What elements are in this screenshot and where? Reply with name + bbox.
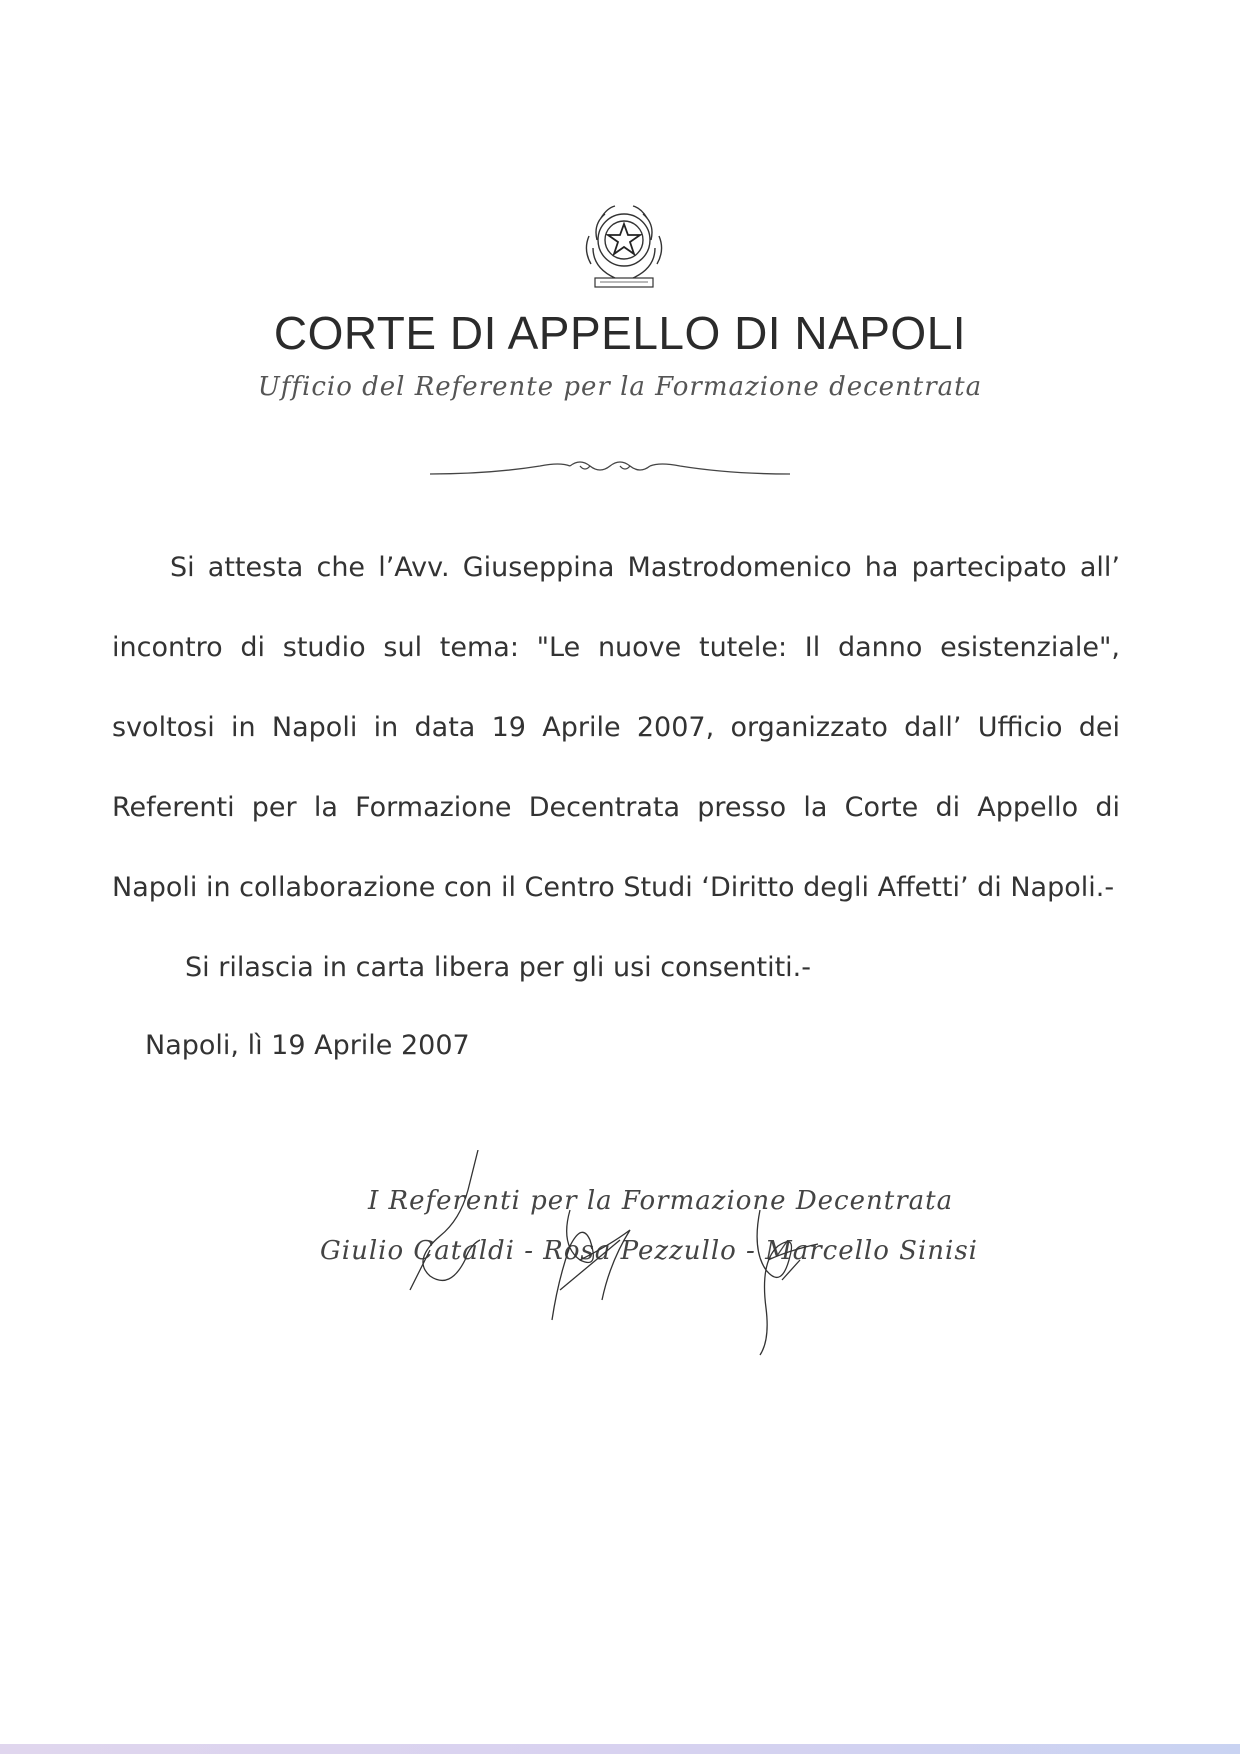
handwritten-signature-icon: [320, 1150, 960, 1370]
release-note: Si rilascia in carta libera per gli usi consentiti.-: [185, 952, 811, 983]
attestation-line-4: Referenti per la Formazione Decentrata presso la Corte di Appello di: [112, 792, 1120, 823]
signature-caption: I Referenti per la Formazione Decentrata: [368, 1186, 954, 1216]
attestation-line-5: Napoli in collaborazione con il Centro Studi ‘Diritto degli Affetti’ di Napoli.-: [112, 872, 1115, 903]
attestation-line-1: Si attesta che l’Avv. Giuseppina Mastrodomenico ha partecipato all’: [170, 552, 1120, 583]
court-title: CORTE DI APPELLO DI NAPOLI: [273, 307, 967, 359]
page-bottom-edge: [0, 1744, 1240, 1754]
place-date: Napoli, lì 19 Aprile 2007: [145, 1030, 470, 1061]
italian-republic-emblem-icon: [575, 198, 673, 294]
attestation-line-3: svoltosi in Napoli in data 19 Aprile 2007, organizzato dall’ Ufficio dei: [112, 712, 1120, 743]
signature-names: Giulio Cataldi - Rosa Pezzullo - Marcello Sinisi: [320, 1236, 978, 1266]
signature-block: [320, 1150, 978, 1370]
ornamental-flourish-icon: [430, 452, 790, 482]
office-subtitle: Ufficio del Referente per la Formazione decentrata: [257, 372, 983, 402]
attestation-line-2: incontro di studio sul tema: "Le nuove tutele: Il danno esistenziale",: [112, 632, 1120, 663]
